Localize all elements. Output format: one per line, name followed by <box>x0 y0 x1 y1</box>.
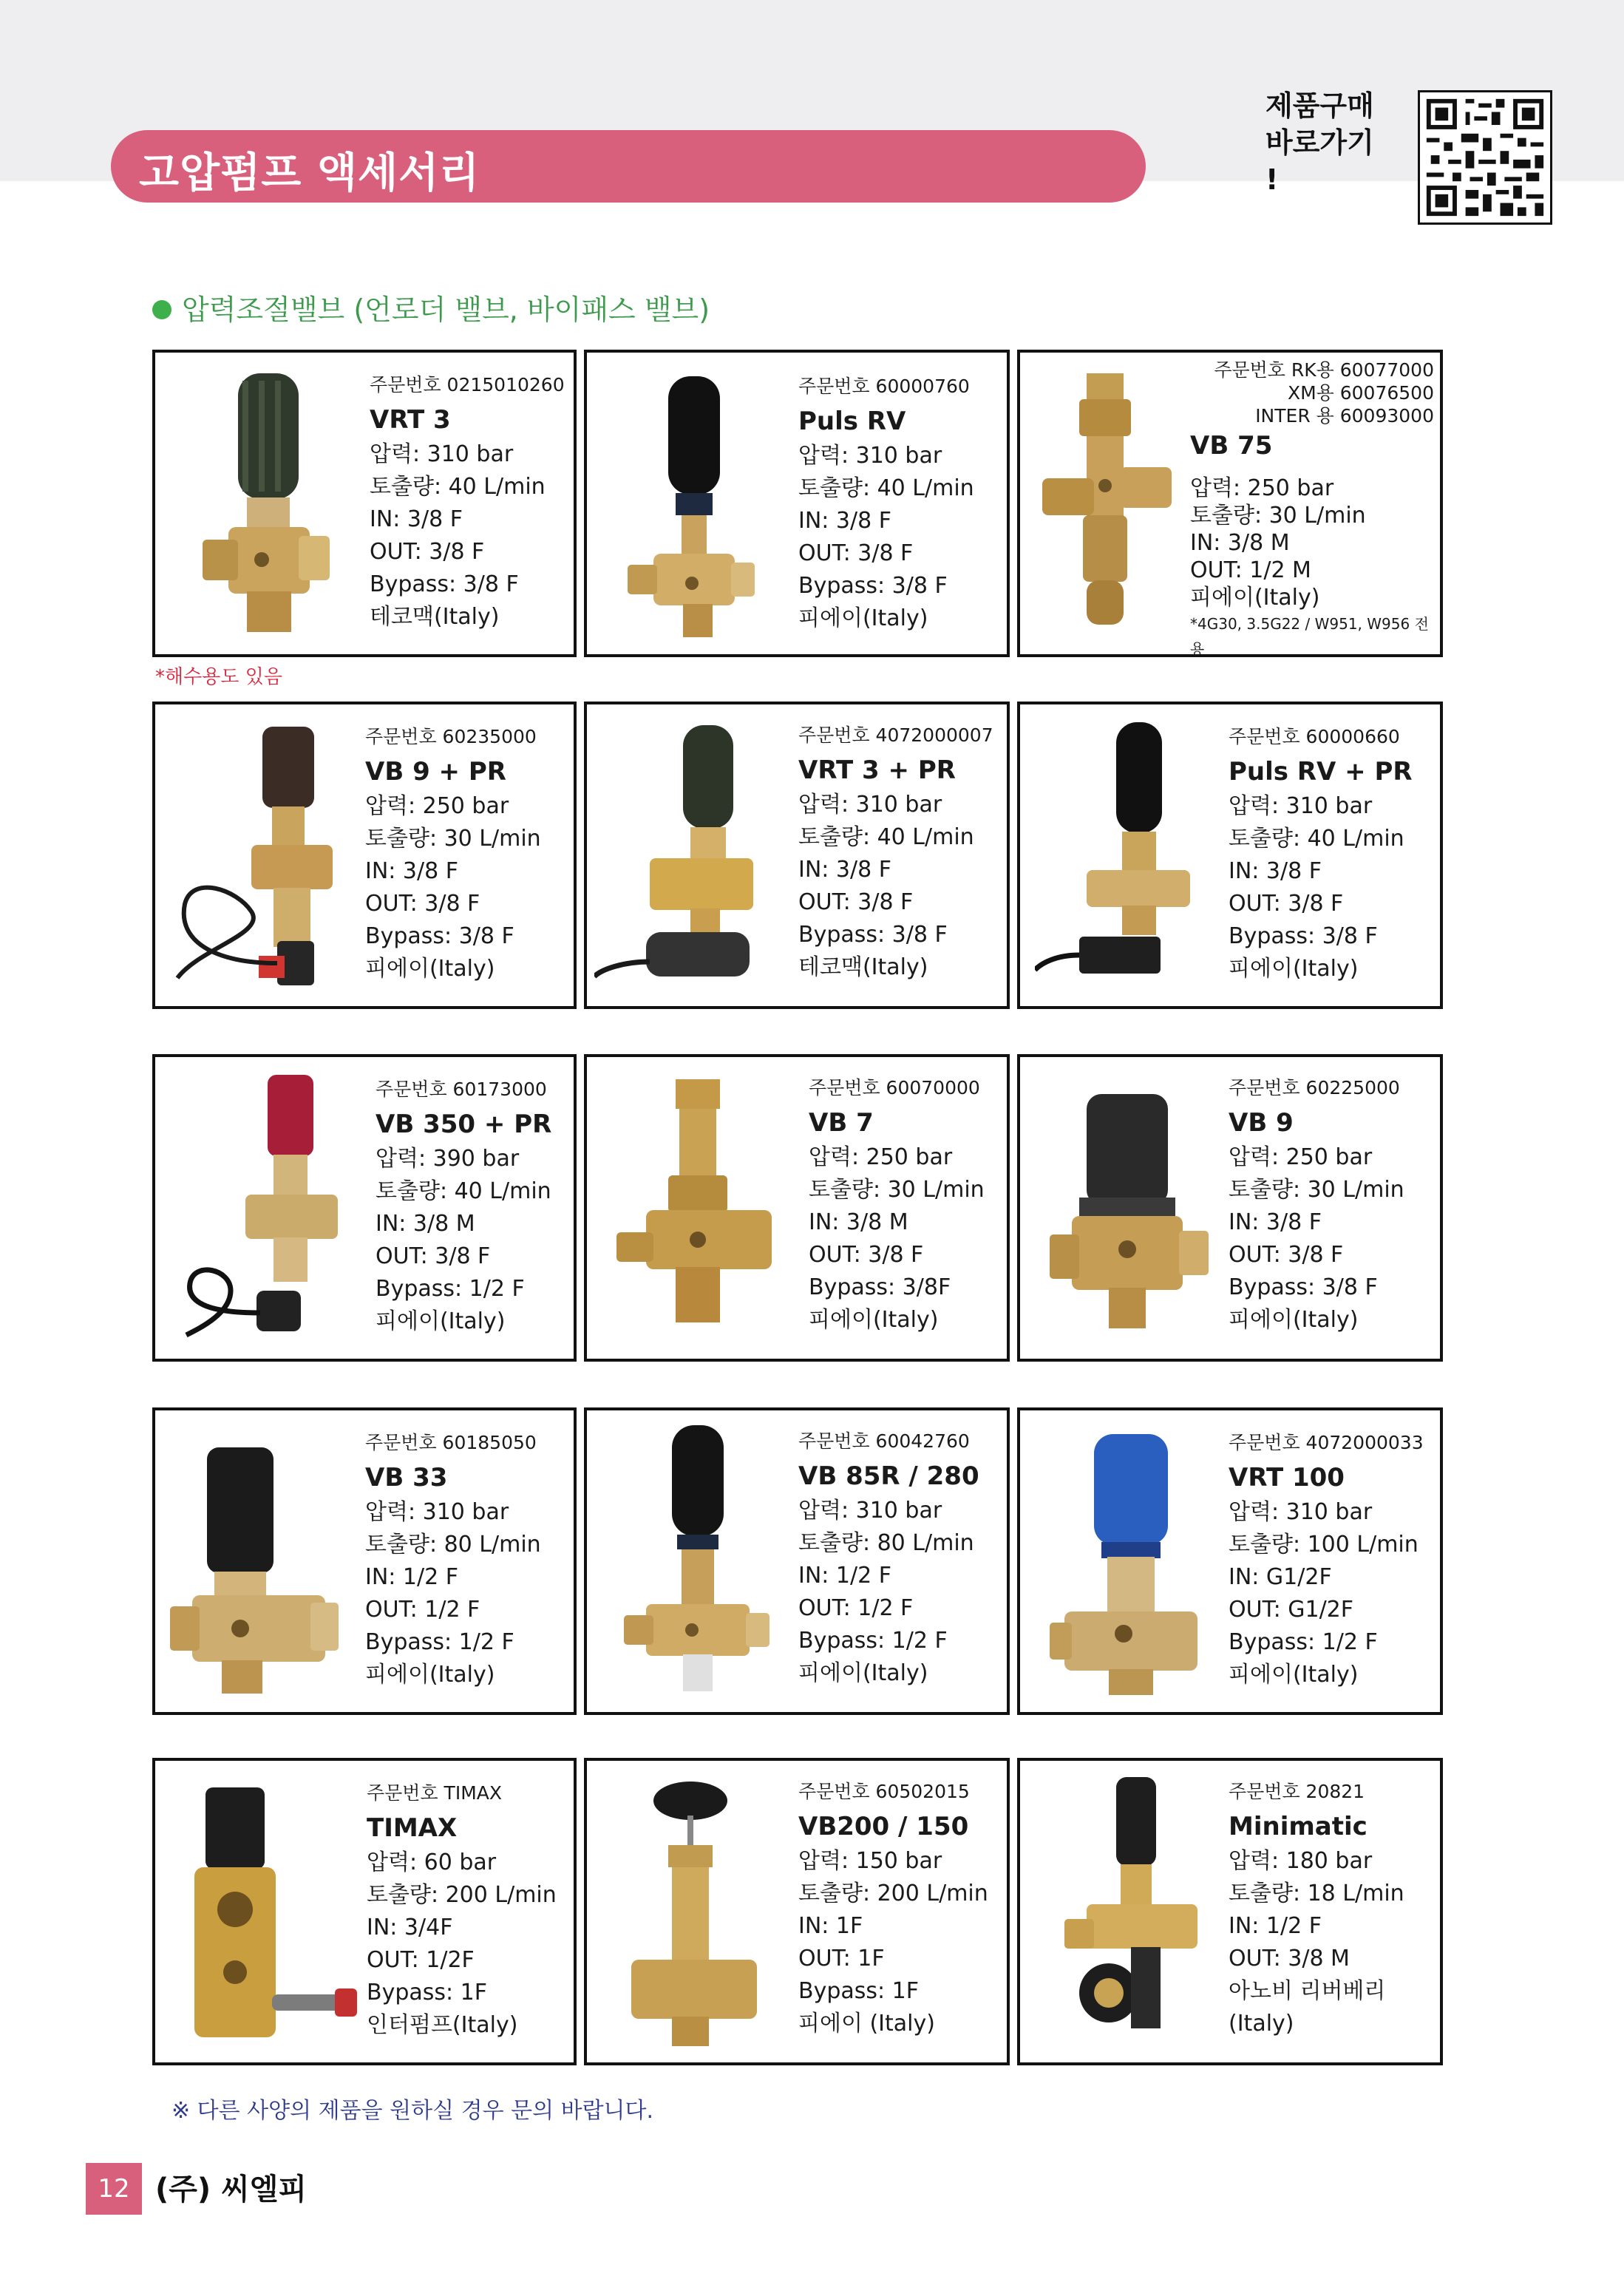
inquiry-footnote: ※ 다른 사양의 제품을 원하실 경우 문의 바랍니다. <box>171 2098 654 2124</box>
product-card-vrt3[interactable] <box>152 350 577 657</box>
spec-out: OUT: 3/8 M <box>1229 1946 1350 1971</box>
valve-vb200-icon <box>616 1771 772 2052</box>
spec-maker: 피에이(Italy) <box>798 605 928 631</box>
valve-pulsrv-icon <box>624 369 757 642</box>
valve-vb9pr-icon <box>170 719 333 1000</box>
section-heading <box>152 287 710 327</box>
compatibility-note: *4G30, 3.5G22 / W951, W956 전용 <box>1190 615 1429 658</box>
order-number: 주문번호 60173000 <box>376 1079 547 1100</box>
spec-in: IN: 3/8 F <box>370 506 463 532</box>
spec-flow: 토출량: 100 L/min <box>1229 1532 1419 1558</box>
spec-country: (Italy) <box>1229 2011 1294 2037</box>
model-name: VB 7 <box>809 1108 874 1138</box>
model-name: Minimatic <box>1229 1812 1368 1841</box>
spec-pressure: 압력: 250 bar <box>809 1144 953 1170</box>
order-number: 주문번호 20821 <box>1229 1781 1365 1802</box>
product-info <box>798 1425 1009 1690</box>
spec-pressure: 압력: 250 bar <box>365 793 509 819</box>
product-card-vb9-pr[interactable] <box>152 702 577 1009</box>
order-number: 주문번호 0215010260 <box>370 374 565 395</box>
buy-shortcut-label[interactable] <box>1265 87 1391 198</box>
spec-bypass: Bypass: 3/8 F <box>370 571 519 597</box>
spec-in: IN: 3/8 F <box>1229 858 1322 884</box>
spec-pressure: 압력: 250 bar <box>1190 475 1334 501</box>
spec-pressure: 압력: 310 bar <box>365 1499 509 1525</box>
product-info <box>370 369 577 634</box>
spec-flow: 토출량: 30 L/min <box>809 1177 985 1203</box>
spec-maker: 테코맥(Italy) <box>798 954 928 980</box>
spec-out: OUT: 1/2F <box>367 1947 475 1973</box>
order-number: 주문번호 60185050 <box>365 1432 537 1453</box>
valve-vrt3pr-icon <box>594 718 772 999</box>
product-card-vb85r[interactable] <box>584 1407 1010 1715</box>
spec-maker: 피에이(Italy) <box>365 956 495 982</box>
product-info <box>376 1073 575 1338</box>
product-info <box>367 1777 577 2042</box>
spec-maker: 피에이(Italy) <box>376 1308 506 1334</box>
order-number: 주문번호 4072000007 <box>798 724 993 746</box>
product-card-vb200[interactable] <box>584 1758 1010 2065</box>
spec-pressure: 압력: 310 bar <box>798 443 942 469</box>
spec-out: OUT: 3/8 F <box>376 1243 491 1269</box>
spec-bypass: Bypass: 1/2 F <box>365 1629 514 1655</box>
product-info <box>365 721 576 985</box>
order-number: 주문번호 60000660 <box>1229 726 1400 747</box>
page-number: 12 <box>86 2163 142 2215</box>
model-name: Puls RV + PR <box>1229 757 1413 787</box>
spec-bypass: Bypass: 1F <box>367 1980 488 2005</box>
company-name: (주) 씨엘피 <box>155 2173 308 2207</box>
product-card-minimatic[interactable] <box>1017 1758 1443 2065</box>
spec-in: IN: 3/8 M <box>809 1209 908 1235</box>
model-name: VB 33 <box>365 1463 448 1492</box>
spec-flow: 토출량: 30 L/min <box>1190 503 1366 529</box>
product-info <box>1190 359 1434 662</box>
spec-bypass: Bypass: 3/8 F <box>1229 923 1378 949</box>
valve-vb75-icon <box>1035 367 1183 641</box>
spec-maker: 인터펌프(Italy) <box>367 2012 518 2038</box>
product-info <box>809 1072 1008 1337</box>
spec-maker: 피에이(Italy) <box>798 1660 928 1686</box>
spec-bypass: Bypass: 3/8 F <box>1229 1274 1378 1300</box>
spec-maker: 피에이(Italy) <box>1229 1662 1359 1688</box>
product-card-timax[interactable] <box>152 1758 577 2065</box>
spec-maker: 피에이 (Italy) <box>798 2011 935 2037</box>
spec-bypass: Bypass: 3/8F <box>809 1274 951 1300</box>
spec-flow: 토출량: 40 L/min <box>1229 826 1404 852</box>
spec-flow: 토출량: 30 L/min <box>1229 1177 1404 1203</box>
spec-out: OUT: 3/8 F <box>1229 1242 1344 1268</box>
spec-in: IN: 3/4F <box>367 1915 453 1940</box>
product-card-vb350-pr[interactable] <box>152 1054 577 1362</box>
order-number: 주문번호 60235000 <box>365 726 537 747</box>
valve-vrt3-icon <box>188 366 336 647</box>
spec-out: OUT: 3/8 F <box>365 891 480 917</box>
spec-in: IN: 1/2 F <box>798 1563 892 1589</box>
spec-in: IN: 1/2 F <box>1229 1913 1322 1939</box>
order-number: 주문번호 60225000 <box>1229 1077 1400 1098</box>
product-card-puls-rv[interactable] <box>584 350 1010 657</box>
spec-bypass: Bypass: 1/2 F <box>376 1276 525 1302</box>
valve-vrt100-icon <box>1050 1427 1212 1700</box>
product-info <box>1229 1427 1439 1691</box>
spec-in: IN: 3/8 F <box>365 858 459 884</box>
valve-vb9-icon <box>1050 1087 1212 1345</box>
buy-line-1: 제품구매 <box>1265 89 1374 122</box>
spec-out: OUT: 3/8 F <box>809 1242 924 1268</box>
product-card-vrt3-pr[interactable] <box>584 702 1010 1009</box>
spec-bypass: Bypass: 3/8 F <box>798 573 948 599</box>
spec-in: IN: 3/8 M <box>1190 530 1290 556</box>
order-number-line-1: 주문번호 RK용 60077000 <box>1214 359 1434 381</box>
spec-maker: 피에이(Italy) <box>1229 956 1359 982</box>
spec-bypass: Bypass: 3/8 F <box>798 922 948 948</box>
spec-maker: 테코맥(Italy) <box>370 604 500 630</box>
spec-in: IN: 1/2 F <box>365 1564 459 1590</box>
order-number-line-3: INTER 용 60093000 <box>1255 405 1434 427</box>
product-info <box>798 719 1009 984</box>
spec-maker: 피에이(Italy) <box>809 1307 939 1333</box>
spec-flow: 토출량: 80 L/min <box>365 1532 541 1558</box>
model-name: VB 9 + PR <box>365 757 506 787</box>
spec-pressure: 압력: 310 bar <box>1229 793 1373 819</box>
page-title-banner <box>111 130 1146 203</box>
valve-minimatic-icon <box>1057 1771 1205 2052</box>
spec-out: OUT: 1F <box>798 1946 885 1971</box>
order-number: 주문번호 60502015 <box>798 1781 970 1802</box>
model-name: VB 85R / 280 <box>798 1461 979 1491</box>
spec-maker: 피에이(Italy) <box>365 1662 495 1688</box>
spec-flow: 토출량: 200 L/min <box>367 1882 557 1908</box>
spec-out: OUT: 3/8 F <box>370 539 485 565</box>
spec-in: IN: 3/8 F <box>798 508 892 534</box>
product-card-vb33[interactable] <box>152 1407 577 1715</box>
bullet-dot-icon <box>152 300 171 319</box>
model-name: VB200 / 150 <box>798 1812 969 1841</box>
product-card-puls-rv-pr[interactable] <box>1017 702 1443 1009</box>
spec-bypass: Bypass: 1/2 F <box>1229 1629 1378 1655</box>
product-info <box>798 1776 1009 2040</box>
section-title: 압력조절밸브 (언로더 밸브, 바이패스 밸브) <box>182 293 710 326</box>
model-name: Puls RV <box>798 407 906 436</box>
product-card-vb9[interactable] <box>1017 1054 1443 1362</box>
model-name: VRT 100 <box>1229 1463 1345 1492</box>
model-name: VB 9 <box>1229 1108 1294 1138</box>
seawater-note: *해수용도 있음 <box>155 666 282 688</box>
spec-pressure: 압력: 150 bar <box>798 1848 942 1874</box>
spec-bypass: Bypass: 1F <box>798 1978 920 2004</box>
order-number: 주문번호 60042760 <box>798 1430 970 1452</box>
valve-timax-icon <box>169 1780 361 2054</box>
spec-in: IN: 3/8 F <box>798 857 892 883</box>
qr-code-icon[interactable] <box>1418 90 1552 225</box>
valve-vb350pr-icon <box>171 1069 342 1350</box>
valve-vb7-icon <box>616 1073 779 1347</box>
page-title: 고압펌프 액세서리 <box>139 149 480 197</box>
spec-out: OUT: 1/2 F <box>798 1595 914 1621</box>
spec-out: OUT: 1/2 M <box>1190 557 1311 583</box>
spec-bypass: Bypass: 1/2 F <box>798 1628 948 1654</box>
spec-out: OUT: G1/2F <box>1229 1597 1354 1623</box>
spec-out: OUT: 3/8 F <box>1229 891 1344 917</box>
model-name: TIMAX <box>367 1813 458 1843</box>
spec-maker: 피에이(Italy) <box>1229 1307 1359 1333</box>
spec-pressure: 압력: 180 bar <box>1229 1848 1373 1874</box>
spec-flow: 토출량: 40 L/min <box>376 1178 551 1204</box>
spec-pressure: 압력: 310 bar <box>1229 1499 1373 1525</box>
valve-vb33-icon <box>170 1440 340 1699</box>
spec-flow: 토출량: 40 L/min <box>798 824 974 850</box>
product-info <box>365 1427 576 1691</box>
spec-in: IN: 3/8 M <box>376 1211 475 1237</box>
spec-flow: 토출량: 200 L/min <box>798 1881 988 1906</box>
product-card-vb7[interactable] <box>584 1054 1010 1362</box>
model-name: VB 75 <box>1190 431 1273 461</box>
order-number: 주문번호 60070000 <box>809 1077 980 1098</box>
order-number: 주문번호 4072000033 <box>1229 1432 1424 1453</box>
product-card-vrt100[interactable] <box>1017 1407 1443 1715</box>
spec-in: IN: 3/8 F <box>1229 1209 1322 1235</box>
spec-maker: 아노비 리버베리 <box>1229 1978 1386 2004</box>
product-card-vb75[interactable] <box>1017 350 1443 657</box>
spec-pressure: 압력: 310 bar <box>370 441 514 467</box>
order-number: 주문번호 TIMAX <box>367 1782 502 1804</box>
spec-pressure: 압력: 310 bar <box>798 1498 942 1524</box>
spec-in: IN: 1F <box>798 1913 863 1939</box>
model-name: VB 350 + PR <box>376 1110 552 1139</box>
product-info <box>1229 1072 1439 1337</box>
order-number: 주문번호 60000760 <box>798 376 970 397</box>
spec-out: OUT: 3/8 F <box>798 540 914 566</box>
spec-flow: 토출량: 40 L/min <box>370 474 546 500</box>
spec-out: OUT: 3/8 F <box>798 889 914 915</box>
spec-flow: 토출량: 40 L/min <box>798 475 974 501</box>
spec-flow: 토출량: 80 L/min <box>798 1530 974 1556</box>
spec-flow: 토출량: 30 L/min <box>365 826 541 852</box>
spec-pressure: 압력: 60 bar <box>367 1850 497 1875</box>
spec-bypass: Bypass: 3/8 F <box>365 923 514 949</box>
spec-in: IN: G1/2F <box>1229 1564 1332 1590</box>
buy-line-2: 바로가기 ! <box>1265 126 1374 196</box>
spec-out: OUT: 1/2 F <box>365 1597 480 1623</box>
product-info <box>1229 1776 1439 2040</box>
valve-vb85r-icon <box>624 1419 772 1700</box>
product-info <box>798 370 1009 635</box>
order-number-line-2: XM용 60076500 <box>1287 382 1434 404</box>
product-info <box>1229 721 1439 985</box>
valve-pulsrvpr-icon <box>1035 715 1197 996</box>
spec-flow: 토출량: 18 L/min <box>1229 1881 1404 1906</box>
model-name: VRT 3 <box>370 405 451 435</box>
model-name: VRT 3 + PR <box>798 755 956 785</box>
spec-pressure: 압력: 250 bar <box>1229 1144 1373 1170</box>
spec-maker: 피에이(Italy) <box>1190 585 1320 611</box>
spec-pressure: 압력: 310 bar <box>798 792 942 818</box>
spec-pressure: 압력: 390 bar <box>376 1146 520 1172</box>
